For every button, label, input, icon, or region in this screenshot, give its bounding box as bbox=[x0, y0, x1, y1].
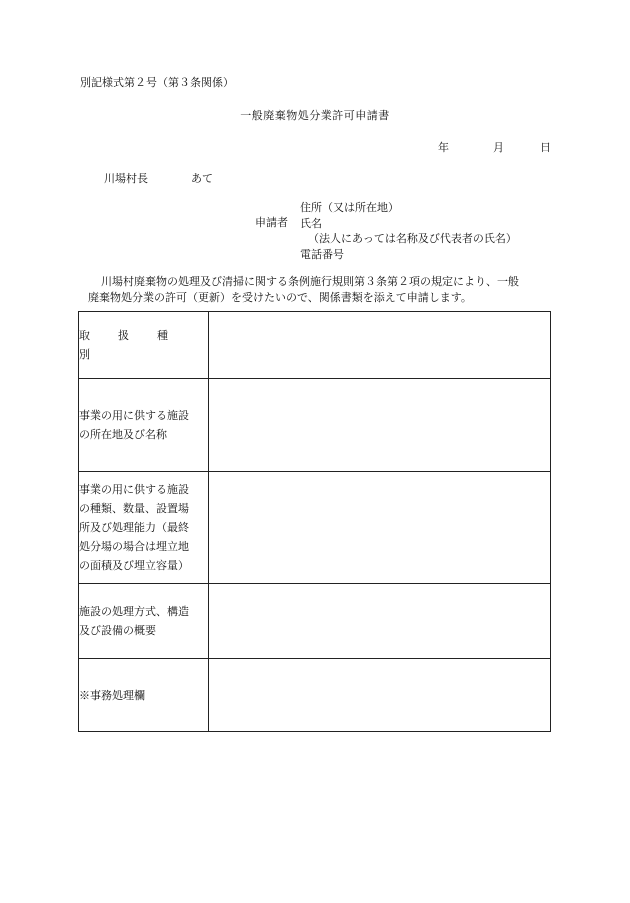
row-label-processing-method: 施設の処理方式、構造 及び設備の概要 bbox=[79, 584, 209, 659]
row-label-facility-location: 事業の用に供する施設 の所在地及び名称 bbox=[79, 379, 209, 472]
date-line bbox=[438, 141, 551, 156]
row-value-facility-type[interactable] bbox=[209, 472, 551, 584]
applicant-name: 氏名 bbox=[300, 216, 322, 230]
application-form-table bbox=[78, 311, 551, 732]
table-row bbox=[79, 659, 551, 732]
applicant-address: 住所（又は所在地） bbox=[300, 201, 399, 214]
table-row bbox=[79, 379, 551, 472]
row-value-facility-location[interactable] bbox=[209, 379, 551, 472]
date-year-label: 年 bbox=[438, 141, 449, 154]
date-month-label: 月 bbox=[493, 141, 504, 154]
applicant-corporate-note: （法人にあっては名称及び代表者の氏名） bbox=[308, 232, 517, 245]
applicant-phone: 電話番号 bbox=[300, 247, 344, 261]
row-label-office-use: ※事務処理欄 bbox=[79, 659, 209, 732]
date-day-label: 日 bbox=[540, 141, 551, 154]
statement-line-1: 川場村廃棄物の処理及び清掃に関する条例施行規則第３条第２項の規定により、一般 bbox=[101, 275, 519, 288]
addressee-honorific: あて bbox=[191, 172, 213, 185]
row-value-handling-type[interactable] bbox=[209, 312, 551, 379]
form-number: 別記様式第２号（第３条関係） bbox=[80, 76, 234, 89]
document-title: 一般廃棄物処分業許可申請書 bbox=[240, 109, 390, 122]
table-row bbox=[79, 584, 551, 659]
table-row bbox=[79, 472, 551, 584]
application-statement bbox=[88, 274, 558, 305]
addressee bbox=[104, 172, 213, 187]
applicant-fields bbox=[300, 200, 517, 262]
row-label-handling-type: 取扱種別 bbox=[79, 312, 209, 379]
applicant-label: 申請者 bbox=[255, 216, 288, 229]
row-value-processing-method[interactable] bbox=[209, 584, 551, 659]
addressee-name: 川場村長 bbox=[104, 172, 148, 185]
row-value-office-use bbox=[209, 659, 551, 732]
statement-line-2: 廃棄物処分業の許可（更新）を受けたいので、関係書類を添えて申請します。 bbox=[88, 290, 472, 304]
table-row bbox=[79, 312, 551, 379]
row-label-facility-type: 事業の用に供する施設 の種類、数量、設置場 所及び処理能力（最終 処分場の場合は埋立地 の面積及び埋立容量） bbox=[79, 472, 209, 584]
